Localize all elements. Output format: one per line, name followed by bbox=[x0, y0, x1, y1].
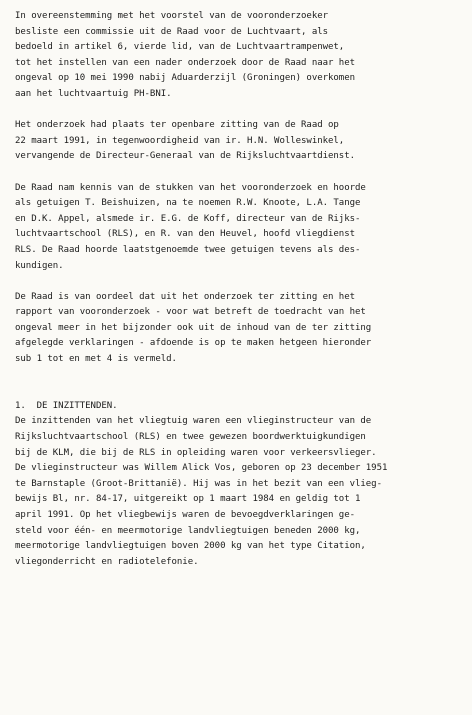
text-line: De Raad nam kennis van de stukken van het vooronderzoek en hoorde bbox=[15, 182, 366, 193]
text-line: RLS. De Raad hoorde laatstgenoemde twee getuigen tevens als des- bbox=[15, 244, 361, 255]
text-line: bewijs Bl, nr. 84-17, uitgereikt op 1 maart 1984 en geldig tot 1 bbox=[15, 494, 361, 505]
section-gap bbox=[15, 368, 466, 399]
text-line: luchtvaartschool (RLS), en R. van den Heuvel, hoofd vliegdienst bbox=[15, 229, 355, 240]
text-line: ongeval op 10 mei 1990 nabij Aduarderzijl (Groningen) overkomen bbox=[15, 73, 355, 84]
text-line: De inzittenden van het vliegtuig waren een vlieginstructeur van de bbox=[15, 416, 372, 427]
text-line: rapport van vooronderzoek - voor wat betreft de toedracht van het bbox=[15, 307, 366, 318]
text-line: 22 maart 1991, in tegenwoordigheid van ir. H.N. Wolleswinkel, bbox=[15, 135, 345, 146]
text-line: april 1991. Op het vliegbewijs waren de bevoegdverklaringen ge- bbox=[15, 510, 355, 520]
text-line: steld voor één- en meermotorige landvliegtuigen beneden 2000 kg, bbox=[15, 525, 361, 536]
text-line: ongeval meer in het bijzonder ook uit de inhoud van de ter zitting bbox=[15, 322, 372, 333]
text-line: sub 1 tot en met 4 is vermeld. bbox=[15, 354, 177, 365]
text-line: Rijksluchtvaartschool (RLS) en twee gewezen boordwerktuigkundigen bbox=[15, 432, 366, 443]
paragraph-gap bbox=[15, 165, 466, 181]
paragraph-hearing bbox=[15, 118, 466, 165]
paragraph-intro bbox=[15, 9, 466, 103]
text-line: In overeenstemming met het voorstel van de vooronderzoeker bbox=[15, 11, 329, 21]
text-line: kundigen. bbox=[15, 260, 64, 271]
text-line: De Raad is van oordeel dat uit het onderzoek ter zitting en het bbox=[15, 291, 355, 302]
text-line: als getuigen T. Beishuizen, na te noemen R.W. Knoote, L.A. Tange bbox=[15, 198, 361, 209]
text-line: tot het instellen van een nader onderzoek door de Raad naar het bbox=[15, 57, 355, 68]
paragraph-gap bbox=[15, 274, 466, 290]
paragraph-witnesses bbox=[15, 181, 466, 275]
paragraph-gap bbox=[15, 103, 466, 119]
text-line: De vlieginstructeur was Willem Alick Vos, geboren op 23 december 1951 bbox=[15, 463, 388, 474]
text-line: vliegonderricht en radiotelefonie. bbox=[15, 556, 199, 567]
text-line: vervangende de Directeur-Generaal van de Rijksluchtvaartdienst. bbox=[15, 151, 355, 162]
text-line: aan het luchtvaartuig PH-BNI. bbox=[15, 88, 172, 99]
text-line: Het onderzoek had plaats ter openbare zitting van de Raad op bbox=[15, 120, 339, 131]
text-line: afgelegde verklaringen - afdoende is op te maken hetgeen hieronder bbox=[15, 338, 372, 349]
text-line: meermotorige landvliegtuigen boven 2000 kg van het type Citation, bbox=[15, 541, 366, 552]
paragraph-opinion bbox=[15, 290, 466, 368]
text-line: bij de KLM, die bij de RLS in opleiding waren voor verkeersvlieger. bbox=[15, 447, 377, 458]
section-heading: 1. DE INZITTENDEN. bbox=[15, 400, 118, 411]
text-line: besliste een commissie uit de Raad voor de Luchtvaart, als bbox=[15, 26, 329, 37]
section-occupants bbox=[15, 399, 466, 571]
text-line: te Barnstaple (Groot-Brittanië). Hij was in het bezit van een vlieg- bbox=[15, 478, 382, 489]
text-line: en D.K. Appel, alsmede ir. E.G. de Koff, directeur van de Rijks- bbox=[15, 213, 361, 224]
text-line: bedoeld in artikel 6, vierde lid, van de Luchtvaartrampenwet, bbox=[15, 42, 345, 53]
